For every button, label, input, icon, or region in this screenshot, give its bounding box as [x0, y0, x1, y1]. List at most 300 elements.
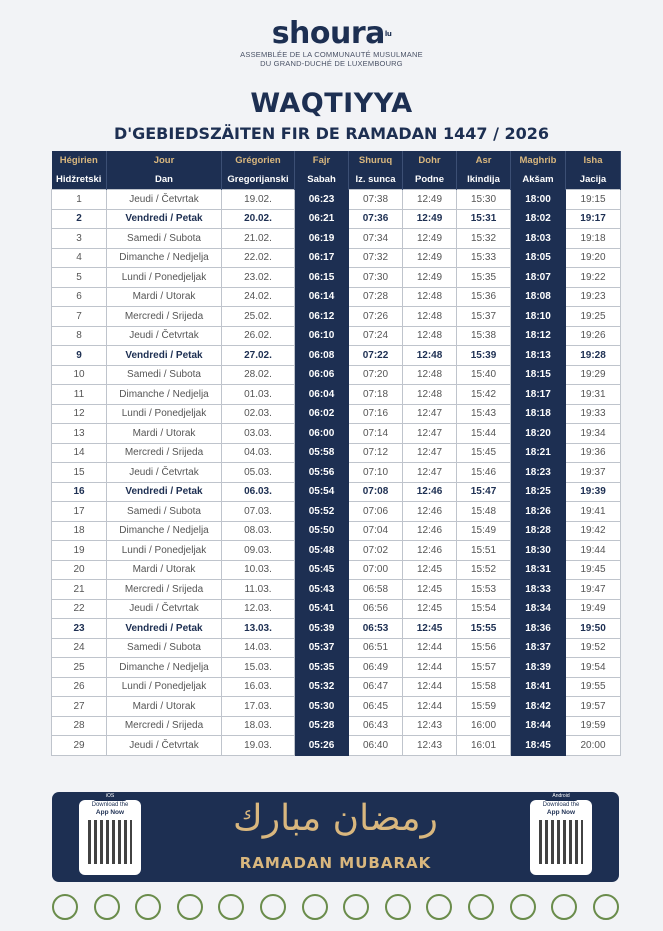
- table-cell: 12:48: [403, 326, 457, 346]
- table-cell: 07:04: [349, 521, 403, 541]
- table-cell: 06:12: [295, 307, 349, 327]
- table-cell: 12:48: [403, 287, 457, 307]
- table-row: [52, 209, 621, 229]
- table-cell: 05:48: [295, 541, 349, 561]
- table-cell: 12:45: [403, 619, 457, 639]
- table-cell: 2: [52, 209, 107, 229]
- table-cell: 25.02.: [222, 307, 295, 327]
- table-cell: 12:44: [403, 677, 457, 697]
- table-cell: 07:00: [349, 560, 403, 580]
- partner-logo-icon: [468, 894, 494, 920]
- table-cell: 07:10: [349, 463, 403, 483]
- table-cell: 05:43: [295, 580, 349, 600]
- table-cell: 18:42: [511, 697, 566, 717]
- table-cell: 15:32: [457, 229, 511, 249]
- column-header: Shuruq: [349, 151, 403, 170]
- table-cell: 07:06: [349, 502, 403, 522]
- table-cell: 15:55: [457, 619, 511, 639]
- table-cell: 18:07: [511, 268, 566, 288]
- table-row: [52, 229, 621, 249]
- table-cell: 05:32: [295, 677, 349, 697]
- table-cell: 15:58: [457, 677, 511, 697]
- table-cell: Dimanche / Nedjelja: [107, 248, 222, 268]
- table-cell: 16.03.: [222, 677, 295, 697]
- table-cell: 05:45: [295, 560, 349, 580]
- table-cell: 19.02.: [222, 190, 295, 210]
- partner-logo-icon: [426, 894, 452, 920]
- table-cell: 19:15: [566, 190, 621, 210]
- table-row: [52, 385, 621, 405]
- partner-logo-icon: [260, 894, 286, 920]
- android-qr-code-icon: [539, 820, 583, 864]
- table-cell: 19:26: [566, 326, 621, 346]
- table-cell: 06:15: [295, 268, 349, 288]
- table-cell: 16: [52, 482, 107, 502]
- table-cell: Jeudi / Četvrtak: [107, 599, 222, 619]
- table-cell: 19:34: [566, 424, 621, 444]
- table-cell: 15:43: [457, 404, 511, 424]
- table-cell: Dimanche / Nedjelja: [107, 521, 222, 541]
- table-cell: Samedi / Subota: [107, 365, 222, 385]
- table-cell: Samedi / Subota: [107, 502, 222, 522]
- table-cell: 19:42: [566, 521, 621, 541]
- table-cell: 12:45: [403, 560, 457, 580]
- ios-app-label: App Now: [95, 809, 125, 816]
- table-cell: Samedi / Subota: [107, 229, 222, 249]
- table-cell: 19:52: [566, 638, 621, 658]
- table-cell: 19:47: [566, 580, 621, 600]
- table-cell: 19:17: [566, 209, 621, 229]
- table-cell: 18:33: [511, 580, 566, 600]
- table-cell: 06:53: [349, 619, 403, 639]
- table-cell: 29: [52, 736, 107, 756]
- table-cell: 12:47: [403, 463, 457, 483]
- table-row: [52, 599, 621, 619]
- table-cell: 06:45: [349, 697, 403, 717]
- table-cell: 19:39: [566, 482, 621, 502]
- table-cell: 28: [52, 716, 107, 736]
- column-header: Grégorien: [222, 151, 295, 170]
- table-cell: 15.03.: [222, 658, 295, 678]
- prayer-times-table: [51, 151, 621, 756]
- table-cell: Vendredi / Petak: [107, 346, 222, 366]
- table-cell: Jeudi / Četvrtak: [107, 326, 222, 346]
- table-row: [52, 365, 621, 385]
- table-cell: 18:34: [511, 599, 566, 619]
- table-cell: 19:28: [566, 346, 621, 366]
- table-cell: 15:31: [457, 209, 511, 229]
- table-row: [52, 560, 621, 580]
- table-cell: 20.02.: [222, 209, 295, 229]
- table-cell: 19:36: [566, 443, 621, 463]
- table-cell: 14: [52, 443, 107, 463]
- partner-logo-icon: [302, 894, 328, 920]
- table-cell: 12:44: [403, 638, 457, 658]
- table-cell: 07:02: [349, 541, 403, 561]
- table-row: [52, 463, 621, 483]
- table-cell: 12:49: [403, 229, 457, 249]
- table-cell: 20: [52, 560, 107, 580]
- table-cell: Mercredi / Srijeda: [107, 307, 222, 327]
- ios-download-label: Download the: [91, 802, 129, 808]
- table-cell: 28.02.: [222, 365, 295, 385]
- table-cell: 18:03: [511, 229, 566, 249]
- table-cell: 19:50: [566, 619, 621, 639]
- table-cell: 4: [52, 248, 107, 268]
- table-cell: 1: [52, 190, 107, 210]
- table-cell: 01.03.: [222, 385, 295, 405]
- table-row: [52, 619, 621, 639]
- table-cell: 14.03.: [222, 638, 295, 658]
- table-cell: 04.03.: [222, 443, 295, 463]
- table-row: [52, 287, 621, 307]
- table-cell: 7: [52, 307, 107, 327]
- table-cell: 05:35: [295, 658, 349, 678]
- table-cell: 12:48: [403, 307, 457, 327]
- table-cell: 27: [52, 697, 107, 717]
- table-cell: 20:00: [566, 736, 621, 756]
- table-cell: 12:49: [403, 209, 457, 229]
- column-header: Jour: [107, 151, 222, 170]
- table-cell: 10: [52, 365, 107, 385]
- table-cell: 22.02.: [222, 248, 295, 268]
- column-header: Isha: [566, 151, 621, 170]
- table-cell: 18:25: [511, 482, 566, 502]
- table-row: [52, 658, 621, 678]
- partner-logo-icon: [343, 894, 369, 920]
- table-cell: 18:31: [511, 560, 566, 580]
- table-cell: 18:23: [511, 463, 566, 483]
- table-cell: Lundi / Ponedjeljak: [107, 268, 222, 288]
- table-cell: 06:21: [295, 209, 349, 229]
- table-cell: 12:49: [403, 268, 457, 288]
- table-cell: 02.03.: [222, 404, 295, 424]
- table-cell: 18:15: [511, 365, 566, 385]
- partner-logo-icon: [94, 894, 120, 920]
- table-cell: 08.03.: [222, 521, 295, 541]
- ramadan-banner: [52, 792, 619, 882]
- android-badge: Android: [544, 792, 578, 801]
- table-cell: 16:00: [457, 716, 511, 736]
- table-cell: 05.03.: [222, 463, 295, 483]
- table-cell: 19:37: [566, 463, 621, 483]
- table-cell: 19: [52, 541, 107, 561]
- table-cell: 23: [52, 619, 107, 639]
- table-cell: 07:14: [349, 424, 403, 444]
- table-cell: 12:48: [403, 385, 457, 405]
- table-cell: 3: [52, 229, 107, 249]
- table-cell: 12:46: [403, 502, 457, 522]
- table-cell: 24: [52, 638, 107, 658]
- table-cell: Mercredi / Srijeda: [107, 580, 222, 600]
- table-cell: Lundi / Ponedjeljak: [107, 404, 222, 424]
- table-cell: 19:54: [566, 658, 621, 678]
- page-subtitle: D'GEBIEDSZÄITEN FIR DE RAMADAN 1447 / 2026: [113, 124, 550, 143]
- ios-badge: iOS: [93, 792, 127, 801]
- column-subheader: Jacija: [566, 170, 621, 190]
- table-cell: 27.02.: [222, 346, 295, 366]
- table-cell: 15:54: [457, 599, 511, 619]
- table-row: [52, 443, 621, 463]
- table-cell: 19:57: [566, 697, 621, 717]
- table-cell: 06:56: [349, 599, 403, 619]
- table-cell: 8: [52, 326, 107, 346]
- table-cell: 13: [52, 424, 107, 444]
- table-cell: 18.03.: [222, 716, 295, 736]
- table-cell: 19:33: [566, 404, 621, 424]
- table-cell: 15:51: [457, 541, 511, 561]
- table-cell: 11.03.: [222, 580, 295, 600]
- table-cell: 15:36: [457, 287, 511, 307]
- table-cell: 12.03.: [222, 599, 295, 619]
- table-cell: 07:08: [349, 482, 403, 502]
- partner-logos: [52, 890, 619, 924]
- partner-logo-icon: [510, 894, 536, 920]
- table-cell: 26.02.: [222, 326, 295, 346]
- table-cell: 15:38: [457, 326, 511, 346]
- table-cell: 21.02.: [222, 229, 295, 249]
- partner-logo-icon: [551, 894, 577, 920]
- table-cell: 15:37: [457, 307, 511, 327]
- table-cell: 06:23: [295, 190, 349, 210]
- table-cell: 17.03.: [222, 697, 295, 717]
- table-cell: 19:49: [566, 599, 621, 619]
- table-cell: 5: [52, 268, 107, 288]
- column-subheader: Podne: [403, 170, 457, 190]
- table-cell: 05:54: [295, 482, 349, 502]
- table-cell: 15:30: [457, 190, 511, 210]
- table-cell: 15:52: [457, 560, 511, 580]
- table-cell: 15:35: [457, 268, 511, 288]
- table-cell: 12:45: [403, 599, 457, 619]
- table-cell: 19:23: [566, 287, 621, 307]
- partner-logo-icon: [135, 894, 161, 920]
- table-cell: 07:24: [349, 326, 403, 346]
- column-header: Fajr: [295, 151, 349, 170]
- table-cell: 19:29: [566, 365, 621, 385]
- column-header: Maghrib: [511, 151, 566, 170]
- table-cell: 19:31: [566, 385, 621, 405]
- table-cell: 15:42: [457, 385, 511, 405]
- table-cell: 19:20: [566, 248, 621, 268]
- table-cell: 06:08: [295, 346, 349, 366]
- brand-name: shoura: [271, 16, 385, 51]
- table-cell: 18:21: [511, 443, 566, 463]
- table-cell: 15:57: [457, 658, 511, 678]
- table-cell: 24.02.: [222, 287, 295, 307]
- table-cell: Jeudi / Četvrtak: [107, 190, 222, 210]
- table-cell: 15:59: [457, 697, 511, 717]
- table-cell: Mercredi / Srijeda: [107, 443, 222, 463]
- table-cell: 06:19: [295, 229, 349, 249]
- table-cell: 16:01: [457, 736, 511, 756]
- table-cell: 18:30: [511, 541, 566, 561]
- table-cell: 12:44: [403, 658, 457, 678]
- table-cell: Jeudi / Četvrtak: [107, 736, 222, 756]
- header-row-fr: [52, 151, 621, 170]
- table-cell: 06:47: [349, 677, 403, 697]
- table-cell: 07.03.: [222, 502, 295, 522]
- table-row: [52, 404, 621, 424]
- android-app-label: App Now: [546, 809, 576, 816]
- table-cell: Vendredi / Petak: [107, 619, 222, 639]
- table-cell: 06:00: [295, 424, 349, 444]
- table-cell: 18:12: [511, 326, 566, 346]
- table-row: [52, 541, 621, 561]
- table-row: [52, 307, 621, 327]
- table-row: [52, 677, 621, 697]
- table-cell: 12:48: [403, 365, 457, 385]
- table-cell: 18:44: [511, 716, 566, 736]
- table-cell: 07:32: [349, 248, 403, 268]
- table-cell: 23.02.: [222, 268, 295, 288]
- table-cell: 25: [52, 658, 107, 678]
- column-subheader: Ikindija: [457, 170, 511, 190]
- table-cell: 05:39: [295, 619, 349, 639]
- brand-tm: lu: [384, 30, 392, 38]
- ramadan-mubarak-text: RAMADAN MUBARAK: [239, 854, 432, 872]
- table-cell: 18:13: [511, 346, 566, 366]
- column-header: Hégirien: [52, 151, 107, 170]
- table-cell: 15: [52, 463, 107, 483]
- brand-line-2: DU GRAND-DUCHÉ DE LUXEMBOURG: [260, 59, 403, 68]
- table-cell: Samedi / Subota: [107, 638, 222, 658]
- table-cell: 06:04: [295, 385, 349, 405]
- table-cell: 21: [52, 580, 107, 600]
- column-header: Dohr: [403, 151, 457, 170]
- table-cell: 18:36: [511, 619, 566, 639]
- table-row: [52, 190, 621, 210]
- shoura-logo: [0, 18, 663, 68]
- table-cell: 18:37: [511, 638, 566, 658]
- table-cell: 07:28: [349, 287, 403, 307]
- table-cell: Dimanche / Nedjelja: [107, 385, 222, 405]
- table-cell: 12:46: [403, 541, 457, 561]
- table-row: [52, 521, 621, 541]
- table-cell: 18:28: [511, 521, 566, 541]
- table-cell: 05:28: [295, 716, 349, 736]
- table-cell: 06:43: [349, 716, 403, 736]
- table-cell: 05:37: [295, 638, 349, 658]
- table-cell: 18:18: [511, 404, 566, 424]
- table-cell: 12:47: [403, 424, 457, 444]
- table-cell: 18: [52, 521, 107, 541]
- android-qr-card[interactable]: [530, 793, 592, 875]
- table-row: [52, 697, 621, 717]
- table-row: [52, 424, 621, 444]
- table-cell: 07:22: [349, 346, 403, 366]
- table-cell: 05:50: [295, 521, 349, 541]
- table-cell: 19:25: [566, 307, 621, 327]
- table-cell: 13.03.: [222, 619, 295, 639]
- table-cell: 07:38: [349, 190, 403, 210]
- android-download-label: Download the: [542, 802, 580, 808]
- table-row: [52, 346, 621, 366]
- table-cell: 05:58: [295, 443, 349, 463]
- table-cell: 15:53: [457, 580, 511, 600]
- table-cell: 12:47: [403, 404, 457, 424]
- table-cell: 15:39: [457, 346, 511, 366]
- table-cell: 06:51: [349, 638, 403, 658]
- table-cell: 12:49: [403, 248, 457, 268]
- table-row: [52, 502, 621, 522]
- table-cell: 12:47: [403, 443, 457, 463]
- table-cell: 12:43: [403, 736, 457, 756]
- table-cell: 26: [52, 677, 107, 697]
- table-cell: 07:20: [349, 365, 403, 385]
- table-cell: 05:30: [295, 697, 349, 717]
- table-cell: 12:44: [403, 697, 457, 717]
- table-cell: 06:06: [295, 365, 349, 385]
- table-cell: 19:44: [566, 541, 621, 561]
- table-row: [52, 268, 621, 288]
- table-cell: 18:17: [511, 385, 566, 405]
- table-cell: 19:55: [566, 677, 621, 697]
- table-row: [52, 248, 621, 268]
- table-cell: 12:48: [403, 346, 457, 366]
- table-cell: Lundi / Ponedjeljak: [107, 541, 222, 561]
- table-cell: 12:49: [403, 190, 457, 210]
- table-cell: Lundi / Ponedjeljak: [107, 677, 222, 697]
- page-title: WAQTIYYA: [250, 88, 413, 119]
- table-cell: 15:49: [457, 521, 511, 541]
- table-cell: Mercredi / Srijeda: [107, 716, 222, 736]
- table-cell: 12:46: [403, 482, 457, 502]
- column-subheader: Hidžretski: [52, 170, 107, 190]
- table-cell: 11: [52, 385, 107, 405]
- table-cell: 03.03.: [222, 424, 295, 444]
- table-cell: 12: [52, 404, 107, 424]
- table-cell: 19.03.: [222, 736, 295, 756]
- table-cell: 18:00: [511, 190, 566, 210]
- table-cell: 07:34: [349, 229, 403, 249]
- table-row: [52, 736, 621, 756]
- table-cell: 15:56: [457, 638, 511, 658]
- table-cell: 19:41: [566, 502, 621, 522]
- arabic-greeting: رمضان مبارك: [233, 798, 438, 839]
- table-cell: Mardi / Utorak: [107, 287, 222, 307]
- column-header: Asr: [457, 151, 511, 170]
- table-cell: 6: [52, 287, 107, 307]
- partner-logo-icon: [593, 894, 619, 920]
- table-cell: Jeudi / Četvrtak: [107, 463, 222, 483]
- partner-logo-icon: [177, 894, 203, 920]
- partner-logo-icon: [52, 894, 78, 920]
- column-subheader: Akšam: [511, 170, 566, 190]
- table-cell: 07:30: [349, 268, 403, 288]
- table-row: [52, 326, 621, 346]
- table-cell: 06:02: [295, 404, 349, 424]
- table-cell: 18:05: [511, 248, 566, 268]
- table-cell: 05:41: [295, 599, 349, 619]
- table-cell: 18:26: [511, 502, 566, 522]
- table-cell: 18:39: [511, 658, 566, 678]
- table-cell: 07:18: [349, 385, 403, 405]
- table-row: [52, 580, 621, 600]
- table-row: [52, 638, 621, 658]
- table-cell: 09.03.: [222, 541, 295, 561]
- table-cell: 07:26: [349, 307, 403, 327]
- table-cell: 15:33: [457, 248, 511, 268]
- table-row: [52, 482, 621, 502]
- table-cell: 05:56: [295, 463, 349, 483]
- table-cell: 19:45: [566, 560, 621, 580]
- table-cell: 06:40: [349, 736, 403, 756]
- table-cell: 06:17: [295, 248, 349, 268]
- table-cell: Vendredi / Petak: [107, 482, 222, 502]
- table-cell: 18:41: [511, 677, 566, 697]
- table-cell: Mardi / Utorak: [107, 697, 222, 717]
